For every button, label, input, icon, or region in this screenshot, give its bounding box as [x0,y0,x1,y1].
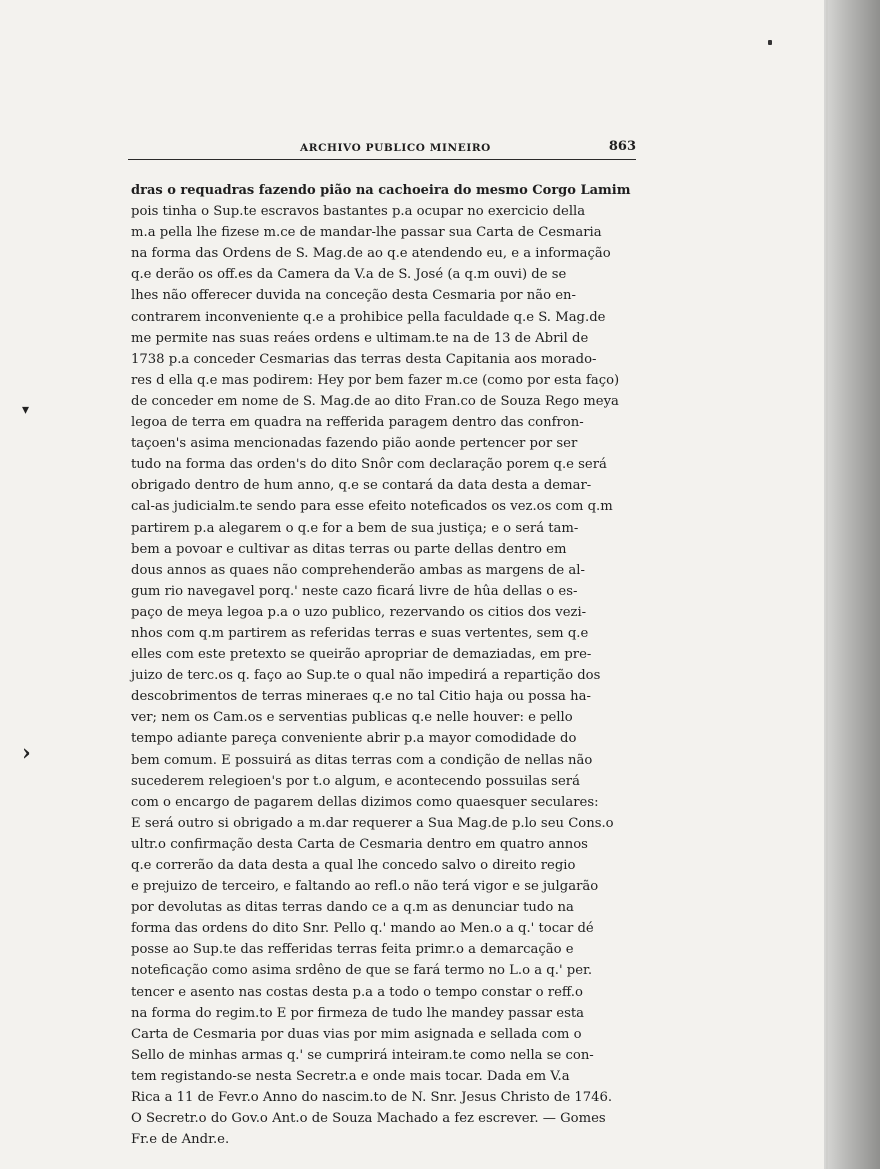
page-gutter-shadow [824,0,880,1169]
text-line: 1738 p.a conceder Cesmarias das terras desta Capitania aos morado- [131,351,597,367]
page-header [128,139,636,159]
text-line: elles com este pretexto se queirão apropriar de demaziadas, em pre- [131,647,592,663]
text-line: gum rio navegavel porq.' neste cazo ficará livre de hûa dellas o es- [131,583,578,599]
page-edge [826,0,828,1169]
text-line: O Secretr.o do Gov.o Ant.o de Souza Machado a fez escrever. — Gomes [131,1111,606,1127]
text-line: contrarem inconveniente q.e a prohibice pella faculdade q.e S. Mag.de [131,309,606,325]
text-line: forma das ordens do dito Snr. Pello q.' mando ao Men.o a q.' tocar dé [131,921,594,937]
margin-mark: ▾ [22,402,30,418]
text-line: cal-as judicialm.te sendo para esse efeito noteficados os vez.os com q.m [131,499,613,515]
text-line: bem comum. E possuirá as ditas terras com a condição de nellas não [131,752,593,768]
text-line: ultr.o confirmação desta Carta de Cesmaria dentro em quatro annos [131,836,588,852]
text-line: bem a povoar e cultivar as ditas terras ou parte dellas dentro em [131,541,567,557]
text-line: na forma do regim.to E por firmeza de tudo lhe mandey passar esta [131,1005,584,1021]
text-line: ver; nem os Cam.os e serventias publicas q.e nelle houver: e pello [131,710,573,726]
text-line: dras o requadras fazendo pião na cachoeira do mesmo Corgo Lamim [131,183,631,198]
page-number: 863 [608,139,636,154]
text-line: lhes não offerecer duvida na conceção desta Cesmaria por não en- [131,288,576,304]
text-line: Fr.e de Andr.e. [131,1132,230,1148]
header-rule [128,159,636,160]
running-head: ARCHIVO PUBLICO MINEIRO [300,142,491,154]
text-line: nhos com q.m partirem as referidas terras e suas vertentes, sem q.e [131,625,589,641]
text-line: Rica a 11 de Fevr.o Anno do nascim.to de N. Snr. Jesus Christo de 1746. [131,1090,613,1106]
text-line: na forma das Ordens de S. Mag.de ao q.e atendendo eu, e a informação [131,246,611,262]
text-line: por devolutas as ditas terras dando ce a q.m as denunciar tudo na [131,900,574,916]
text-line: obrigado dentro de hum anno, q.e se contará da data desta a demar- [131,478,592,494]
text-line: dous annos as quaes não comprehenderão ambas as margens de al- [131,562,585,578]
text-line: pois tinha o Sup.te escravos bastantes p.a ocupar no exercicio della [131,204,586,220]
text-line: E será outro si obrigado a m.dar requerer a Sua Mag.de p.lo seu Cons.o [131,815,614,831]
text-line: posse ao Sup.te das refferidas terras feita primr.o a demarcação e [131,942,574,958]
text-line: tudo na forma das orden's do dito Snôr com declaração porem q.e será [131,457,607,473]
text-line: me permite nas suas reáes ordens e ultimam.te na de 13 de Abril de [131,330,589,346]
text-line: paço de meya legoa p.a o uzo publico, rezervando os citios dos vezi- [131,604,587,620]
text-line: partirem p.a alegarem o q.e for a bem de sua justiça; e o será tam- [131,520,579,536]
ink-speck [768,40,772,45]
text-line: Carta de Cesmaria por duas vias por mim asignada e sellada com o [131,1026,582,1042]
text-line: tencer e asento nas costas desta p.a a todo o tempo constar o reff.o [131,984,583,1000]
text-line: m.a pella lhe fizese m.ce de mandar-lhe passar sua Carta de Cesmaria [131,225,602,241]
text-line: de conceder em nome de S. Mag.de ao dito Fran.co de Souza Rego meya [131,393,619,409]
text-line: sucederem relegioen's por t.o algum, e acontecendo possuilas será [131,773,580,789]
margin-mark: › [22,740,31,766]
document-body [131,180,631,1150]
text-line: descobrimentos de terras mineraes q.e no tal Citio haja ou possa ha- [131,689,591,705]
text-line: legoa de terra em quadra na refferida paragem dentro das confron- [131,415,584,431]
text-line: q.e correrão da data desta a qual lhe concedo salvo o direito regio [131,858,576,873]
text-line: juizo de terc.os q. faço ao Sup.te o qual não impedirá a repartição dos [131,668,601,684]
text-line: res d ella q.e mas podirem: Hey por bem fazer m.ce (como por esta faço) [131,372,620,388]
text-line: tem registando-se nesta Secretr.a e onde mais tocar. Dada em V.a [131,1068,570,1084]
text-line: tempo adiante pareça conveniente abrir p.a mayor comodidade do [131,731,577,747]
text-line: noteficação como asima srdêno de que se fará termo no L.o a q.' per. [131,963,593,979]
text-line: Sello de minhas armas q.' se cumprirá inteiram.te como nella se con- [131,1047,594,1063]
text-line: com o encargo de pagarem dellas dizimos como quaesquer seculares: [131,794,599,810]
text-line: taçoen's asima mencionadas fazendo pião aonde pertencer por ser [131,436,578,452]
text-line: e prejuizo de terceiro, e faltando ao refl.o não terá vigor e se julgarão [131,879,599,895]
text-line: q.e derão os off.es da Camera da V.a de S. José (a q.m ouvi) de se [131,267,567,283]
